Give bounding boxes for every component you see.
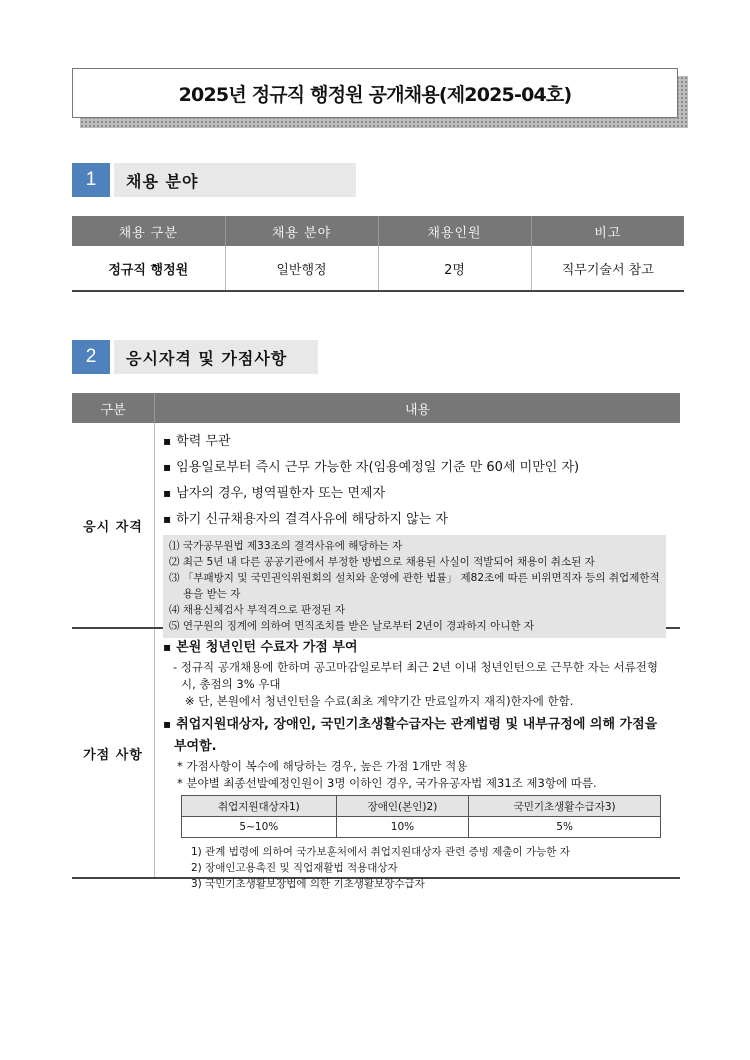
section-number: 1 bbox=[72, 163, 110, 197]
bonus-points-table bbox=[181, 795, 661, 838]
footnote: 2) 장애인고용촉진 및 직업재활법 적용대상자 bbox=[191, 862, 398, 874]
list-item: ⑴ 국가공무원법 제33조의 결격사유에 해당하는 자 bbox=[169, 540, 403, 552]
table-header-row bbox=[72, 393, 680, 423]
list-item: ⑸ 연구원의 징계에 의하여 면직조치를 받은 날로부터 2년이 경과하지 아니한 자 bbox=[169, 620, 534, 632]
bullet-item: ▪ 임용일로부터 즉시 근무 가능한 자(임용예정일 기준 만 60세 미만인 자) bbox=[163, 456, 674, 479]
table-header-row bbox=[72, 216, 684, 246]
table-cell: 일반행정 bbox=[225, 246, 378, 291]
disqualification-list bbox=[163, 535, 666, 638]
section-header-2 bbox=[72, 340, 318, 374]
section-label: 응시자격 및 가점사항 bbox=[114, 340, 318, 374]
table-cell: 5% bbox=[469, 817, 661, 838]
bullet-item: ▪ 하기 신규채용자의 결격사유에 해당하지 않는 자 bbox=[163, 508, 674, 531]
bonus-row bbox=[72, 629, 680, 890]
footnotes bbox=[163, 844, 674, 892]
dash-note: - 정규직 공개채용에 한하며 공고마감일로부터 최근 2년 이내 청년인턴으로 근무한 자는 서류전형 시, 총점의 3% 우대 bbox=[173, 660, 658, 691]
bullet-item: ▪ 취업지원대상자, 장애인, 국민기초생활수급자는 관계법령 및 내부규정에 의해 가점을 부여함. bbox=[163, 713, 674, 758]
section-label: 채용 분야 bbox=[114, 163, 356, 197]
table-header-cell: 국민기초생활수급자3) bbox=[469, 796, 661, 817]
table-cell: 2명 bbox=[378, 246, 531, 291]
table-header-cell: 비고 bbox=[531, 216, 684, 246]
bullet-item: ▪ 남자의 경우, 병역필한자 또는 면제자 bbox=[163, 482, 674, 505]
table-header-cell: 장애인(본인)2) bbox=[336, 796, 469, 817]
table-header-cell: 채용인원 bbox=[378, 216, 531, 246]
table-header-cell: 채용 구분 bbox=[72, 216, 225, 246]
table-header-cell: 구분 bbox=[100, 402, 126, 418]
reference-note: ※ 단, 본원에서 청년인턴을 수료(최초 계약기간 만료일까지 재직)한자에 한함. bbox=[185, 694, 574, 708]
table-header-cell: 내용 bbox=[154, 393, 680, 423]
table-header-cell: 채용 분야 bbox=[225, 216, 378, 246]
bullet-item: ▪ 본원 청년인턴 수료자 가점 부여 bbox=[163, 636, 674, 659]
asterisk-note: * 분야별 최종선발예정인원이 3명 이하인 경우, 국가유공자법 제31조 제3항에 따름. bbox=[177, 776, 597, 790]
table-cell: 정규직 행정원 bbox=[72, 246, 225, 291]
title-box bbox=[72, 68, 678, 118]
qualification-row bbox=[72, 423, 680, 632]
bullet-item: ▪ 학력 무관 bbox=[163, 430, 674, 453]
table-cell: 10% bbox=[336, 817, 469, 838]
title-banner bbox=[72, 68, 680, 126]
list-item: ⑷ 채용신체검사 부적격으로 판정된 자 bbox=[169, 604, 345, 616]
table-header-row bbox=[182, 796, 661, 817]
row-label: 응시 자격 bbox=[72, 423, 155, 627]
table-row bbox=[72, 246, 684, 291]
table-row bbox=[182, 817, 661, 838]
asterisk-note: * 가점사항이 복수에 해당하는 경우, 높은 가점 1개만 적용 bbox=[177, 759, 468, 773]
list-item: ⑵ 최근 5년 내 다른 공공기관에서 부정한 방법으로 채용된 사실이 적발되어 채용이 취소된 자 bbox=[169, 556, 595, 568]
row-content bbox=[155, 629, 680, 890]
table-cell: 5~10% bbox=[182, 817, 337, 838]
list-item: ⑶ 「부패방지 및 국민권익위원회의 설치와 운영에 관한 법률」 제82조에 따른 비위면직자 등의 취업제한적용을 받는 자 bbox=[169, 572, 660, 600]
row-content bbox=[155, 423, 680, 632]
page-title: 2025년 정규직 행정원 공개채용(제2025-04호) bbox=[178, 83, 572, 106]
table-header-cell: 취업지원대상자1) bbox=[182, 796, 337, 817]
recruitment-table bbox=[72, 216, 684, 292]
qualification-table bbox=[72, 393, 680, 890]
footnote: 3) 국민기초생활보장법에 의한 기초생활보장수급자 bbox=[191, 878, 425, 890]
section-number: 2 bbox=[72, 340, 110, 374]
footnote: 1) 관계 법령에 의하여 국가보훈처에서 취업지원대상자 관련 증빙 제출이 가능한 자 bbox=[191, 846, 570, 858]
table-cell: 직무기술서 참고 bbox=[531, 246, 684, 291]
section-header-1 bbox=[72, 163, 356, 197]
row-label: 가점 사항 bbox=[72, 629, 155, 877]
